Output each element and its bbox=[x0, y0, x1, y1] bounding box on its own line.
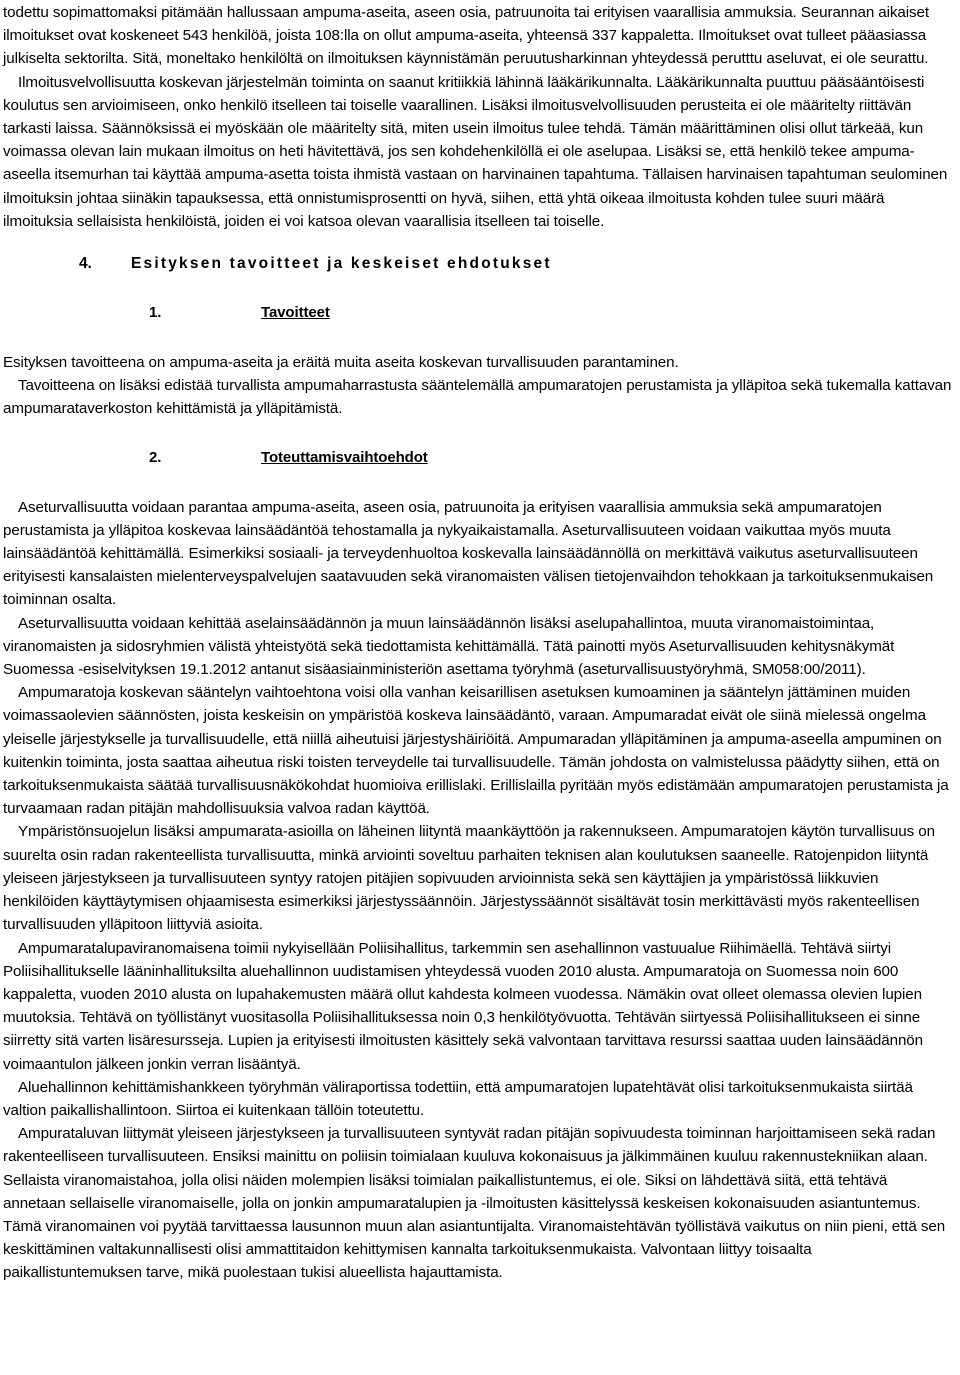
subsection-title: Toteuttamisvaihtoehdot bbox=[261, 448, 428, 466]
section-title: Esityksen tavoitteet ja keskeiset ehdotukset bbox=[131, 255, 552, 273]
toteutus-paragraph-3: Ampumaratoja koskevan sääntelyn vaihtoehtona voisi olla vanhan keisarillisen asetuksen kumoaminen ja sääntelyn jättäminen muiden voimassaolevien säännösten, joista keskeisin on ympäristöä koskeva lainsäädäntö, varaan. Ampumaradat eivät ole siinä mielessä ongelma yleiselle järjestykselle ja turvallisuudelle, että niillä aiheutuisi järjestyshäiriöitä. Ampumaradan ylläpitäminen ja ampuma-aseella ampuminen on kuitenkin toiminta, josta saattaa aiheutua riski toisten terveydelle tai turvallisuudelle. Tämän johdosta on valmistelussa päädytty siihen, että on tarkoituksenmukaista säätää turvallisuusnäkökohdat huomioiva erillislaki. Erillislailla pyritään myös edistämään ampumaratojen perustamista ja turvaamaan radan pitäjän mahdollisuuksia valvoa radan käyttöä. bbox=[3, 684, 949, 818]
toteutus-paragraph-4: Ympäristönsuojelun lisäksi ampumarata-asioilla on läheinen liityntä maankäyttöön ja rakennukseen. Ampumaratojen käytön turvallisuus on suurelta osin radan rakenteellista turvallisuutta, minkä arviointi soveltuu parhaiten teknisen alan koulutuksen saaneelle. Ratojenpidon liityntä yleiseen järjestykseen ja turvallisuuteen syntyy ratojen pitäjien sopivuuden arvioinnista sekä sen käyttäjien ja ympäristössä liikkuvien henkilöiden käyttäytymisen ohjaamisesta esimerkiksi järjestyssäännöin. Järjestyssäännöt sisältävät tosin merkittävästi myös rakenteellisen turvallisuuden ylläpitoon liittyviä asioita. bbox=[3, 823, 935, 934]
toteutus-paragraph-1: Aseturvallisuutta voidaan parantaa ampuma-aseita, aseen osia, patruunoita ja erityisen vaarallisia ammuksia sekä ampumaratojen perustamista ja ylläpitoa koskevaa lainsäädäntöä tehostamalla ja nykyaikaistamalla. Aseturvallisuuteen voidaan vaikuttaa myös muuta lainsäädäntöä kehittämällä. Esimerkiksi sosiaali- ja terveydenhuoltoa koskevalla lainsäädännöllä on merkittävä vaikutus aseturvallisuuteen erityisesti kansalaisten mielenterveyspalvelujen saatavuuden sekä viranomaisten välisen tietojenvaihdon tehokkaan ja tarkoituksenmukaisen toiminnan osalta. bbox=[3, 498, 934, 609]
tavoitteet-paragraph-2: Tavoitteena on lisäksi edistää turvallista ampumaharrastusta sääntelemällä ampumaratojen perustamista ja ylläpitoa sekä tukemalla kattavan ampumarataverkoston kehittämistä ja ylläpitämistä. bbox=[3, 377, 952, 418]
intro-paragraph-2: Ilmoitusvelvollisuutta koskevan järjestelmän toiminta on saanut kritiikkiä lähinnä lääkärikunnalta. Lääkärikunnalta puuttuu pääsääntöisesti koulutus sen arvioimiseen, onko henkilö itselleen tai toiselle vaarallinen. Lisäksi ilmoitusvelvollisuuden perusteita ei ole määritelty riittävän tarkasti laissa. Säännöksissä ei myöskään ole määritelty sitä, miten usein ilmoitus tulee tehdä. Tämän määrittäminen olisi ollut tärkeää, kun voimassa olevan lain mukaan ilmoitus on heti hävitettävä, jos sen kohdehenkilöllä ei ole aselupaa. Lisäksi se, että henkilö tekee ampuma-aseella itsemurhan tai käyttää ampuma-asetta toista ihmistä vastaan on harvinainen tapahtuma. Tällaisen harvinaisen tapahtuman seulominen ilmoituksin johtaa siinäkin tapauksessa, että onnistumisprosentti on hyvä, siihen, että yhtä oikeaa ilmoitusta kohden tulee suuri määrä ilmoituksia sellaisista henkilöistä, joiden ei voi katsoa olevan vaarallisia itselleen tai toiselle. bbox=[3, 73, 948, 230]
section-heading bbox=[3, 252, 953, 276]
document-page bbox=[3, 1, 953, 1285]
subsection-number: 1. bbox=[149, 304, 162, 322]
intro-paragraph-1: todettu sopimattomaksi pitämään hallussaan ampuma-aseita, aseen osia, patruunoita tai erityisen vaarallisia ammuksia. Seurannan aikaiset ilmoitukset ovat koskeneet 543 henkilöä, joista 108:lla on ollut ampuma-aseita, yhteensä 337 kappaletta. Ilmoitukset ovat tulleet pääasiassa julkiselta sektorilta. Sitä, moneltako henkilöltä on ilmoituksen käynnistämän peruutusharkinnan yhteydessä perutttu aseluvat, ei ole seurattu. bbox=[3, 4, 930, 68]
subsection-heading-toteuttamisvaihtoehdot bbox=[3, 447, 953, 469]
toteutus-paragraph-2: Aseturvallisuutta voidaan kehittää aselainsäädännön ja muun lainsäädännön lisäksi aselupahallintoa, muuta viranomaistoimintaa, viranomaisten ja sidosryhmien välistä yhteistyötä sekä tiedottamista kehittämällä. Tätä painotti myös Aseturvallisuuden kehitysnäkymät Suomessa -esiselvityksen 19.1.2012 antanut sisäasiainministeriön asettama työryhmä (aseturvallisuustyöryhmä, SM058:00/2011). bbox=[3, 614, 895, 679]
section-number: 4. bbox=[79, 255, 92, 273]
subsection-title: Tavoitteet bbox=[261, 304, 330, 322]
toteutus-paragraph-7: Ampurataluvan liittymät yleiseen järjestykseen ja turvallisuuteen syntyvät radan pitäjän sopivuudesta toiminnan harjoittamiseen sekä radan rakenteelliseen turvallisuuteen. Ensiksi mainittu on poliisin toimialaan kuuluva kokonaisuus ja jälkimmäinen kuuluu rakennustekniikan alaan. Sellaista viranomaistahoa, jolla olisi näiden molempien lisäksi toimialan paikallistuntemus, ei ole. Siksi on lähdettävä siitä, että tehtävä annetaan sellaiselle viranomaiselle, jolla on jonkin ampumaratalupien ja -ilmoitusten käsittelyssä keskeisen kokonaisuuden asiantuntemus. Tämä viranomainen voi pyytää tarvittaessa lausunnon muun alan asiantuntijalta. Viranomaistehtävän työllistävä vaikutus on niin pieni, että sen keskittäminen valtakunnallisesti olisi ammattitaidon kehittymisen kannalta tarkoituksenmukaista. Valvontaan liittyy toisaalta paikallistuntemuksen tarve, mikä puolestaan tukisi alueellista hajauttamista. bbox=[3, 1125, 946, 1282]
tavoitteet-paragraph-1: Esityksen tavoitteena on ampuma-aseita ja eräitä muita aseita koskevan turvallisuuden parantaminen. bbox=[3, 354, 679, 372]
toteutus-paragraph-6: Aluehallinnon kehittämishankkeen työryhmän väliraportissa todettiin, että ampumaratojen lupatehtävät olisi tarkoituksenmukaista siirtää valtion paikallishallintoon. Siirtoa ei kuitenkaan tällöin toteutettu. bbox=[3, 1078, 913, 1119]
subsection-number: 2. bbox=[149, 448, 162, 466]
subsection-heading-tavoitteet bbox=[3, 302, 953, 324]
toteutus-paragraph-5: Ampumaratalupaviranomaisena toimii nykyisellään Poliisihallitus, tarkemmin sen asehallinnon vastuualue Riihimäellä. Tehtävä siirtyi Poliisihallitukselle lääninhallituksilta aluehallinnon uudistamisen yhteydessä vuoden 2010 alusta. Ampumaratoja on Suomessa noin 600 kappaletta, vuoden 2010 alusta on lupahakemusten määrä ollut kahdesta kolmeen vuodessa. Nämäkin ovat olleet olemassa olevien lupien muutoksia. Tehtävä on työllistänyt vuositasolla Poliisihallituksessa noin 0,3 henkilötyövuotta. Tehtävän siirtyessä Poliisihallitukseen ei sinne siirretty sitä varten lisäresurssejа. Lupien ja erityisesti ilmoitusten käsittely sekä valvontaan tarvittava resurssi saattaa uuden lainsäädännön voimaantulon jälkeen jonkin verran lisääntyä. bbox=[3, 939, 923, 1073]
